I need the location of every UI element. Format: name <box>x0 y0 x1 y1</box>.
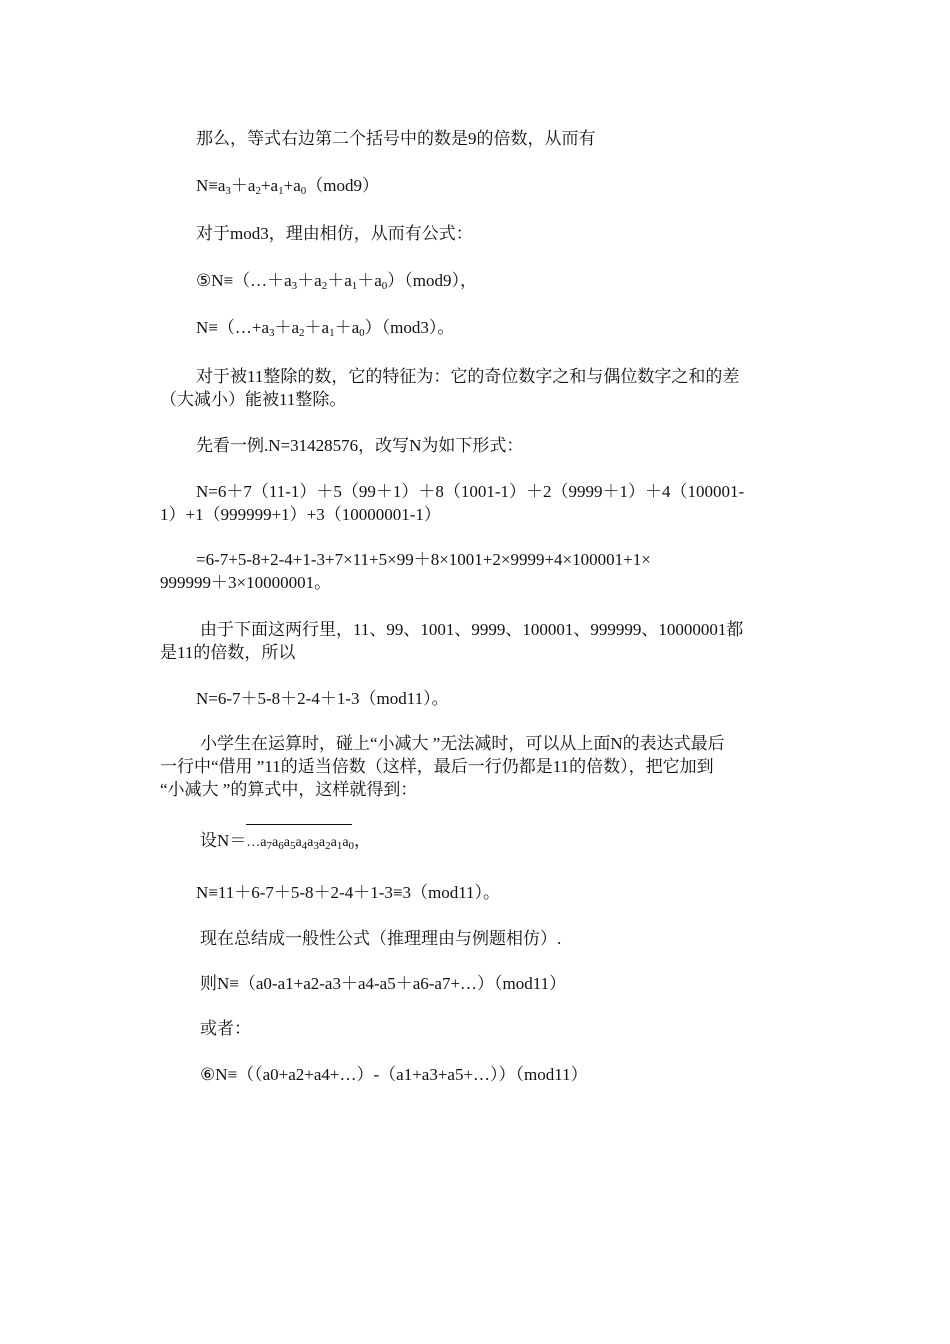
subscript: 3 <box>313 840 319 852</box>
formula-part: ＋a <box>357 271 382 290</box>
text-line-1: 那么，等式右边第二个括号中的数是9的倍数，从而有 <box>196 129 596 148</box>
subscript: 0 <box>300 185 307 197</box>
formula-line-11: =6-7+5-8+2-4+1-3+7×11+5×99＋8×1001+2×9999+4×100001+1× <box>196 550 651 569</box>
text-line-3: 对于mod3，理由相仿，从而有公式： <box>196 224 473 243</box>
subscript: 1 <box>336 840 343 852</box>
text-line-6: 对于被11整除的数，它的特征为：它的奇位数字之和与偶位数字之和的差 <box>196 367 740 386</box>
formula-part: a <box>272 835 279 850</box>
formula-part: ＋a <box>304 318 330 337</box>
formula-line-19 <box>200 830 371 854</box>
subscript: 5 <box>289 840 296 852</box>
formula-part: ⑤N≡（…＋a <box>196 271 292 290</box>
formula-part: ， <box>354 831 372 850</box>
formula-part: ＋a <box>334 318 360 337</box>
subscript: 0 <box>381 280 388 292</box>
text-line-7: （大减小）能被11整除。 <box>160 390 347 409</box>
formula-line-12: 999999＋3×10000001。 <box>160 573 332 592</box>
overlined-number <box>246 832 354 854</box>
formula-part: ＋a <box>274 318 300 337</box>
subscript: 0 <box>348 840 355 852</box>
subscript: 3 <box>269 327 275 339</box>
formula-part: a <box>295 835 302 850</box>
subscript: 3 <box>291 280 298 292</box>
subscript: 6 <box>278 840 284 852</box>
text-line-23: 或者： <box>200 1019 251 1038</box>
formula-part: +a <box>260 176 279 195</box>
formula-line-22: 则N≡（a0-a1+a2-a3＋a4-a5＋a6-a7+…）（mod11） <box>200 974 567 993</box>
subscript: 0 <box>359 327 365 339</box>
subscript: 2 <box>299 327 305 339</box>
text-line-17: 一行中“借用 ”11的适当倍数（这样，最后一行仍都是11的倍数），把它加到 <box>160 757 714 776</box>
formula-part: +a <box>283 176 301 195</box>
formula-part: 设N＝ <box>200 831 247 850</box>
formula-line-9: N=6＋7（11-1）＋5（99＋1）＋8（1001-1）＋2（9999＋1）＋4（100001- <box>196 482 745 501</box>
formula-part: ＋a <box>230 176 256 195</box>
subscript: 2 <box>325 840 331 852</box>
subscript: 4 <box>301 840 308 852</box>
formula-part: N≡（…+a <box>196 318 269 337</box>
formula-part: a <box>307 835 314 850</box>
formula-part: ）（mod9）， <box>387 271 478 290</box>
formula-part: … <box>246 835 261 850</box>
formula-line-20: N≡11＋6-7＋5-8＋2-4＋1-3≡3（mod11）。 <box>196 883 501 902</box>
formula-part: N≡a <box>196 176 226 195</box>
text-line-14: 是11的倍数，所以 <box>160 643 296 662</box>
text-line-13: 由于下面这两行里，11、99、1001、9999、100001、999999、10000001都 <box>200 620 744 639</box>
formula-line-24: ⑥N≡（（a0+a2+a4+…）-（a1+a3+a5+…））（mod11） <box>200 1065 588 1084</box>
formula-part: a <box>342 835 349 850</box>
text-line-16: 小学生在运算时，碰上“小减大 ”无法减时，可以从上面N的表达式最后 <box>200 734 725 753</box>
subscript: 7 <box>266 840 272 852</box>
overline-bar <box>246 824 352 825</box>
subscript: 2 <box>321 280 328 292</box>
text-line-18: “小减大 ”的算式中，这样就得到： <box>160 780 418 799</box>
subscript: 1 <box>329 327 335 339</box>
subscript: 1 <box>351 280 358 292</box>
text-line-8: 先看一例.N=31428576，改写N为如下形式： <box>196 436 524 455</box>
formula-part: ）（mod3）。 <box>364 318 455 337</box>
subscript: 1 <box>278 185 284 197</box>
formula-line-10: 1）+1（999999+1）+3（10000001-1） <box>160 505 441 524</box>
formula-part: a <box>260 835 267 850</box>
formula-part: （mod9） <box>306 176 379 195</box>
subscript: 2 <box>255 185 261 197</box>
formula-part: a <box>318 835 326 850</box>
formula-part: a <box>283 835 290 850</box>
formula-line-5 <box>196 317 454 339</box>
formula-part: ＋a <box>327 271 352 290</box>
subscript: 3 <box>225 185 231 197</box>
formula-part: a <box>330 835 337 850</box>
formula-part: ＋a <box>297 271 322 290</box>
formula-line-4 <box>196 270 477 292</box>
formula-line-15: N=6-7＋5-8＋2-4＋1-3（mod11）。 <box>196 689 449 708</box>
formula-line-2 <box>196 175 379 197</box>
text-line-21: 现在总结成一般性公式（推理理由与例题相仿）. <box>200 929 562 948</box>
